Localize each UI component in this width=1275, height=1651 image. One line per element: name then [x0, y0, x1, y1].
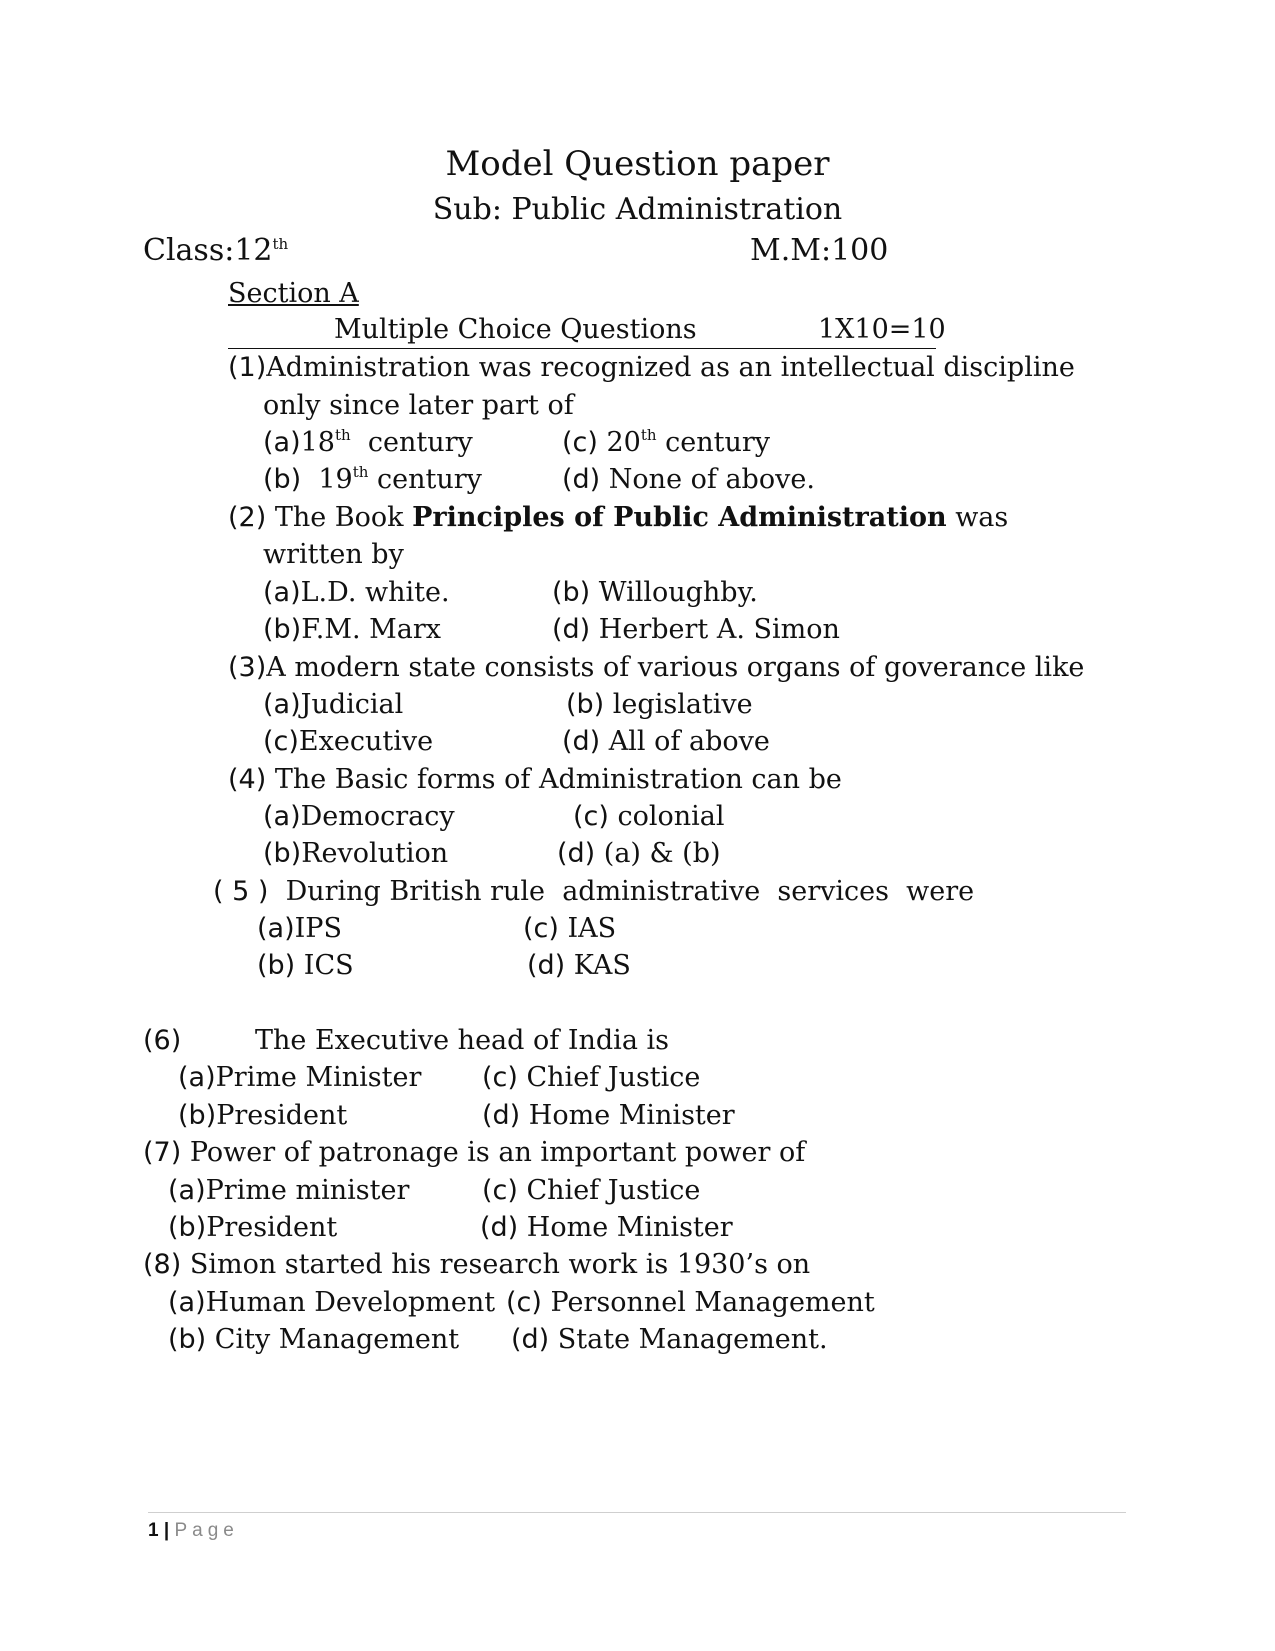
option-c: (c) IAS [523, 913, 617, 944]
question-1 [228, 350, 1075, 386]
section-subtitle-row [228, 312, 946, 349]
option-b-second: (b)F.M. Marx [263, 614, 442, 645]
class-label: Class:12th [143, 233, 289, 268]
option-a: (a)IPS [257, 913, 342, 944]
question-number: (4) [228, 764, 267, 795]
question-number: (7) [143, 1137, 182, 1168]
page-number: 1 [148, 1520, 159, 1541]
option-a: (a)Prime Minister [178, 1062, 422, 1093]
question-number: (2) [228, 502, 267, 533]
option-b: (b)President [178, 1100, 348, 1131]
page-title: Model Question paper [445, 144, 830, 184]
subject-heading: Sub: Public Administration [432, 192, 843, 227]
option-c: (c) Chief Justice [482, 1062, 701, 1093]
option-c: (c) 20th century [562, 426, 771, 458]
question-2: (2) The Book Principles of Public Administration was [228, 502, 1009, 533]
page-footer: 1 | Page [148, 1520, 239, 1541]
option-a: (a)Human Development [168, 1287, 496, 1318]
question-number: (6) [143, 1025, 182, 1056]
option-b: (b)President [168, 1212, 338, 1243]
option-b: (b) City Management [168, 1324, 460, 1355]
question-4: (4) The Basic forms of Administration can be [228, 764, 842, 795]
option-c: (c)Executive [263, 726, 434, 757]
question-number: (8) [143, 1249, 182, 1280]
option-d: (d) None of above. [562, 464, 815, 495]
option-d: (d) Home Minister [480, 1212, 733, 1243]
option-c: (c) Chief Justice [482, 1175, 701, 1206]
section-title: Section A [228, 278, 359, 309]
option-a: (a)Prime minister [168, 1175, 410, 1206]
book-title: Principles of Public Administration [412, 502, 947, 533]
question-5: ( 5 ) During British rule administrative services were [213, 876, 975, 907]
question-number: ( 5 ) [213, 876, 269, 907]
max-marks: M.M:100 [750, 233, 889, 268]
option-c: (c) Personnel Management [506, 1287, 875, 1318]
question-text: The Executive head of India is [255, 1025, 669, 1056]
option-b: (b) legislative [566, 689, 753, 720]
option-c: (c) colonial [573, 801, 725, 832]
option-d: (d) Herbert A. Simon [552, 614, 840, 645]
section-marks: 1X10=10 [818, 314, 946, 345]
option-b: (b) Willoughby. [552, 577, 758, 608]
option-b: (b)Revolution [263, 838, 449, 869]
question-3: (3)A modern state consists of various organs of goverance like [228, 652, 1085, 683]
option-d: (d) Home Minister [482, 1100, 735, 1131]
page-word: Page [174, 1520, 239, 1541]
question-number: (3) [228, 652, 267, 683]
section-subtitle: Multiple Choice Questions [334, 314, 697, 345]
option-d: (d) (a) & (b) [557, 838, 721, 869]
option-d: (d) State Management. [511, 1324, 828, 1355]
question-1-line2: only since later part of [263, 390, 574, 421]
question-8: (8) Simon started his research work is 1930’s on [143, 1249, 811, 1280]
footer-divider [148, 1512, 1126, 1513]
question-number: (1) [228, 352, 267, 383]
option-d: (d) KAS [527, 950, 631, 981]
question-text: Administration was recognized as an intellectual discipline [266, 352, 1075, 383]
question-7: (7) Power of patronage is an important power of [143, 1137, 806, 1168]
option-a: (a)Judicial [263, 689, 404, 720]
question-2-line2: written by [263, 539, 404, 570]
option-b: (b) ICS [257, 950, 354, 981]
option-a: (a)18th century [263, 426, 473, 458]
option-d: (d) All of above [562, 726, 770, 757]
option-b: (b) 19th century [263, 463, 482, 495]
option-a: (a)Democracy [263, 801, 455, 832]
option-a: (a)L.D. white. [263, 577, 450, 608]
